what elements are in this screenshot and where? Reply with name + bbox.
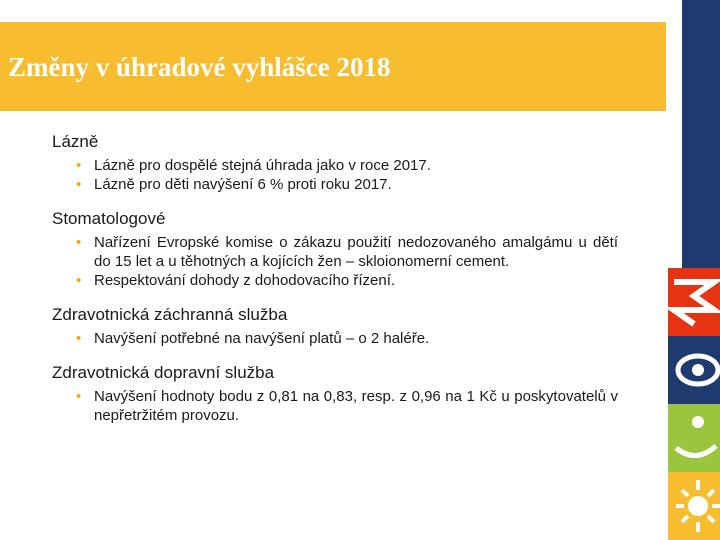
list-item: • Nařízení Evropské komise o zákazu použití nedozovaného amalgámu u dětí do 15 let a u těhotných a kojících žen – skloionomerní cement.: [74, 233, 618, 271]
logo-icon: [668, 268, 720, 540]
bullet-list: [52, 233, 618, 290]
list-item: • Lázně pro dospělé stejná úhrada jako v roce 2017.: [74, 156, 618, 175]
list-item: • Respektování dohody z dohodovacího řízení.: [74, 271, 618, 290]
section-heading: Stomatologové: [52, 209, 166, 228]
bullet-list: [52, 329, 618, 348]
list-item: • Lázně pro děti navýšení 6 % proti roku 2017.: [74, 175, 618, 194]
section-heading: Zdravotnická záchranná služba: [52, 305, 288, 324]
section-dopravni-sluzba: [52, 362, 618, 425]
slide-title: Změny v úhradové vyhlášce 2018: [8, 52, 391, 82]
bullet-list: [52, 156, 618, 194]
section-heading: Zdravotnická dopravní služba: [52, 363, 275, 382]
section-lazne: [52, 131, 618, 194]
list-item: • Navýšení hodnoty bodu z 0,81 na 0,83, resp. z 0,96 na 1 Kč u poskytovatelů v nepřetržitém provozu.: [74, 387, 618, 425]
section-stomatologove: [52, 208, 618, 290]
slide-content: [52, 131, 618, 439]
list-item: • Navýšení potřebné na navýšení platů – o 2 haléře.: [74, 329, 618, 348]
section-heading: Lázně: [52, 132, 99, 151]
bullet-list: [52, 387, 618, 425]
section-zachranna-sluzba: [52, 304, 618, 348]
